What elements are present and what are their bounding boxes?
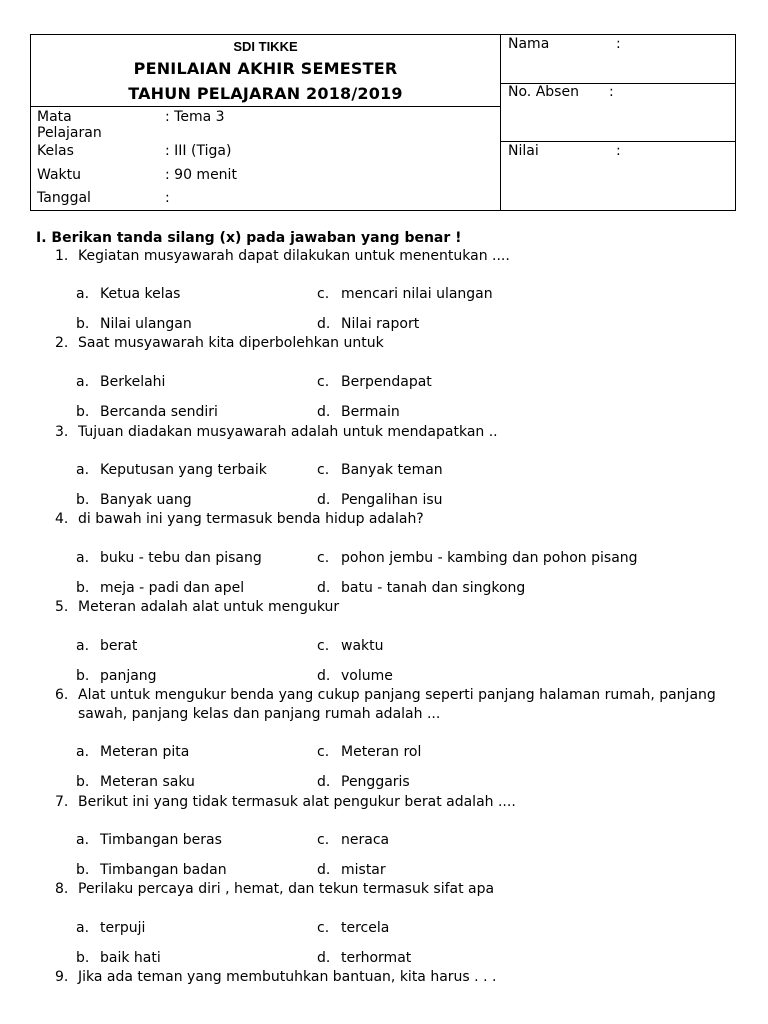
option-text: berat [100, 638, 138, 654]
option-text: Timbangan beras [100, 832, 222, 848]
question-number: 5. [55, 599, 69, 615]
answer-option[interactable] [76, 549, 262, 567]
answer-option[interactable] [76, 373, 165, 391]
option-letter: d. [317, 862, 331, 878]
option-text: Meteran rol [341, 744, 422, 760]
answer-option[interactable] [76, 637, 137, 655]
question-number: 8. [55, 881, 69, 897]
option-letter: d. [317, 316, 331, 332]
option-letter: b. [76, 316, 90, 332]
answer-option[interactable] [76, 773, 195, 791]
option-text: Nilai ulangan [100, 316, 192, 332]
answer-option[interactable] [76, 403, 218, 421]
option-text: Timbangan badan [100, 862, 227, 878]
info-label: Tanggal [37, 190, 91, 206]
score-label: Nilai [508, 143, 539, 159]
option-text: Banyak uang [100, 492, 192, 508]
answer-option[interactable] [76, 831, 222, 849]
option-text: Pengalihan isu [341, 492, 443, 508]
question-text: di bawah ini yang termasuk benda hidup adalah? [78, 511, 424, 527]
answer-option[interactable] [317, 373, 432, 391]
question-number: 1. [55, 248, 69, 264]
info-label: Waktu [37, 167, 81, 183]
answer-option[interactable] [317, 315, 419, 333]
answer-option[interactable] [76, 861, 227, 879]
option-letter: d. [317, 774, 331, 790]
exam-info-column [31, 35, 501, 210]
option-letter: a. [76, 638, 90, 654]
info-value: : III (Tiga) [165, 143, 232, 159]
question-text: Kegiatan musyawarah dapat dilakukan untuk menentukan .... [78, 248, 510, 264]
question-number: 3. [55, 424, 69, 440]
option-text: Meteran pita [100, 744, 190, 760]
option-text: Bercanda sendiri [100, 404, 218, 420]
answer-option[interactable] [317, 461, 443, 479]
answer-option[interactable] [317, 773, 410, 791]
option-letter: b. [76, 580, 90, 596]
answer-option[interactable] [317, 831, 389, 849]
info-value: : [165, 190, 170, 206]
option-text: panjang [100, 668, 157, 684]
option-text: Nilai raport [341, 316, 420, 332]
answer-option[interactable] [317, 949, 411, 967]
answer-option[interactable] [317, 549, 638, 567]
option-letter: d. [317, 950, 331, 966]
answer-option[interactable] [76, 491, 192, 509]
option-letter: c. [317, 286, 330, 302]
name-field[interactable] [501, 35, 736, 84]
option-text: buku - tebu dan pisang [100, 550, 262, 566]
option-text: Banyak teman [341, 462, 443, 478]
option-text: meja - padi dan apel [100, 580, 245, 596]
info-label: Kelas [37, 143, 74, 159]
name-label: Nama [508, 36, 550, 52]
option-text: mencari nilai ulangan [341, 286, 493, 302]
answer-option[interactable] [317, 579, 525, 597]
option-text: neraca [341, 832, 390, 848]
option-text: waktu [341, 638, 384, 654]
option-letter: a. [76, 744, 90, 760]
answer-option[interactable] [76, 285, 180, 303]
option-text: volume [341, 668, 393, 684]
question-text: Saat musyawarah kita diperbolehkan untuk [78, 335, 384, 351]
info-label: Mata Pelajaran [37, 109, 102, 141]
option-letter: b. [76, 668, 90, 684]
option-text: Bermain [341, 404, 400, 420]
option-letter: c. [317, 744, 330, 760]
option-letter: a. [76, 920, 90, 936]
option-text: Berpendapat [341, 374, 432, 390]
student-fields-column [501, 35, 736, 210]
option-text: tercela [341, 920, 390, 936]
answer-option[interactable] [317, 285, 493, 303]
option-text: batu - tanah dan singkong [341, 580, 526, 596]
option-letter: a. [76, 374, 90, 390]
option-letter: b. [76, 774, 90, 790]
score-colon: : [616, 143, 621, 159]
option-letter: c. [317, 462, 330, 478]
absence-number-label: No. Absen [508, 84, 579, 100]
option-text: Keputusan yang terbaik [100, 462, 267, 478]
question-text: Jika ada teman yang membutuhkan bantuan, kita harus . . . [78, 969, 497, 985]
option-text: Ketua kelas [100, 286, 181, 302]
question-text: Perilaku percaya diri , hemat, dan tekun termasuk sifat apa [78, 881, 495, 897]
option-text: mistar [341, 862, 386, 878]
option-letter: c. [317, 550, 330, 566]
option-letter: b. [76, 492, 90, 508]
info-value: : Tema 3 [165, 109, 225, 125]
option-letter: b. [76, 404, 90, 420]
answer-option[interactable] [76, 919, 145, 937]
answer-option[interactable] [76, 949, 161, 967]
exam-title-block [31, 35, 500, 107]
option-text: Meteran saku [100, 774, 195, 790]
option-letter: a. [76, 550, 90, 566]
question-number: 6. [55, 687, 69, 703]
option-letter: d. [317, 404, 331, 420]
option-text: terpuji [100, 920, 146, 936]
option-letter: b. [76, 862, 90, 878]
question-number: 9. [55, 969, 69, 985]
option-letter: a. [76, 832, 90, 848]
exam-header-table [30, 34, 736, 211]
answer-option[interactable] [317, 919, 389, 937]
option-letter: a. [76, 462, 90, 478]
option-text: terhormat [341, 950, 412, 966]
answer-option[interactable] [317, 743, 421, 761]
absence-number-colon: : [609, 84, 614, 100]
academic-year: TAHUN PELAJARAN 2018/2019 [128, 84, 403, 103]
answer-option[interactable] [76, 461, 267, 479]
name-colon: : [616, 36, 621, 52]
answer-option[interactable] [317, 637, 384, 655]
answer-option[interactable] [317, 667, 393, 685]
option-text: Penggaris [341, 774, 410, 790]
option-text: baik hati [100, 950, 161, 966]
option-letter: b. [76, 950, 90, 966]
option-letter: d. [317, 668, 331, 684]
question-number: 7. [55, 794, 69, 810]
answer-option[interactable] [317, 403, 400, 421]
option-letter: c. [317, 374, 330, 390]
option-letter: d. [317, 580, 331, 596]
question-text: Berikut ini yang tidak termasuk alat pengukur berat adalah .... [78, 794, 516, 810]
question-text: Meteran adalah alat untuk mengukur [78, 599, 340, 615]
question-text: Tujuan diadakan musyawarah adalah untuk mendapatkan .. [78, 424, 498, 440]
question-number: 2. [55, 335, 69, 351]
section-instruction: I. Berikan tanda silang (x) pada jawaban yang benar ! [36, 230, 462, 246]
answer-option[interactable] [317, 491, 443, 509]
option-letter: c. [317, 638, 330, 654]
question-text: Alat untuk mengukur benda yang cukup panjang seperti panjang halaman rumah, panjang sawah, panjang kelas dan panjang rumah adalah ... [78, 687, 716, 722]
answer-option[interactable] [317, 861, 386, 879]
option-letter: c. [317, 920, 330, 936]
info-value: : 90 menit [165, 167, 237, 183]
option-letter: d. [317, 492, 331, 508]
option-text: pohon jembu - kambing dan pohon pisang [341, 550, 638, 566]
answer-option[interactable] [76, 315, 192, 333]
absence-number-field[interactable] [501, 84, 736, 142]
option-text: Berkelahi [100, 374, 166, 390]
option-letter: a. [76, 286, 90, 302]
answer-option[interactable] [76, 667, 157, 685]
question-number: 4. [55, 511, 69, 527]
option-letter: c. [317, 832, 330, 848]
score-field[interactable] [501, 142, 736, 212]
exam-title: PENILAIAN AKHIR SEMESTER [133, 59, 398, 78]
school-name: SDI TIKKE [233, 39, 298, 54]
answer-option[interactable] [76, 743, 189, 761]
answer-option[interactable] [76, 579, 244, 597]
